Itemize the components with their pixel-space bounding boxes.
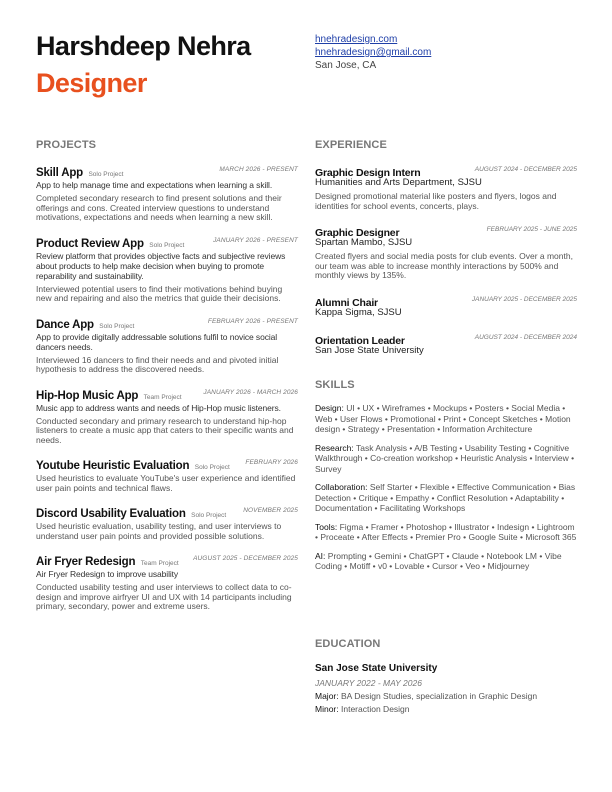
job-org: Spartan Mambo, SJSU <box>315 237 413 248</box>
project-description: Interviewed 16 dancers to find their needs and and pivoted initial hypothesis to address the discovered needs. <box>36 354 279 374</box>
skills-section <box>315 379 577 580</box>
resume-role: Designer <box>36 68 147 98</box>
experience-section <box>315 139 577 357</box>
project-item <box>36 386 298 446</box>
project-title: Product Review App <box>36 237 144 250</box>
project-title: Skill App <box>36 167 83 179</box>
project-subtitle: Air Fryer Redesign to improve usability <box>36 569 179 579</box>
project-item <box>36 234 298 304</box>
minor-value: Interaction Design <box>341 704 410 714</box>
project-description: Interviewed potential users to find their motivations behind buying new and repairing and also the metrics that guide their decisions. <box>36 283 283 303</box>
project-date: FEBRUARY 2026 <box>245 459 298 466</box>
experience-item <box>315 293 577 319</box>
project-tag: Team Project <box>143 393 182 401</box>
project-description: Conducted secondary and primary research to understand hip-hop listeners to create a music app that caters to their specific wants and needs. <box>36 415 294 445</box>
project-date: JANUARY 2026 - MARCH 2026 <box>203 388 298 396</box>
project-description: Conducted usability testing and user interviews to collect data to co-design and improve airfryer UI and UX with 14 participants including primary, secondary, power and extreme users. <box>36 582 292 611</box>
projects-section <box>36 139 298 623</box>
project-tag: Solo Project <box>149 241 185 249</box>
projects-heading: PROJECTS <box>36 139 97 151</box>
skill-group <box>315 522 577 543</box>
project-date: MARCH 2026 - PRESENT <box>219 166 298 173</box>
project-date: FEBRUARY 2026 - PRESENT <box>207 317 298 325</box>
project-tag: Team Project <box>140 560 179 567</box>
skill-label: Research: <box>315 442 354 453</box>
skill-list: Self Starter • Flexible • Effective Communication • Bias Detection • Critique • Empathy • Conflict Resolution • Adaptability • Documentation • Facilitating Workshops <box>315 482 576 513</box>
major-line <box>315 690 577 703</box>
project-tag: Solo Project <box>88 171 124 178</box>
project-subtitle: App to provide digitally addressable solutions fulfil to novice social dancers needs. <box>36 331 278 352</box>
email-link[interactable]: hnehradesign@gmail.com <box>315 47 432 58</box>
experience-item <box>315 223 577 281</box>
skill-group <box>315 482 577 514</box>
job-title: Orientation Leader <box>315 334 405 347</box>
job-date: FEBRUARY 2025 - JUNE 2025 <box>486 226 577 233</box>
school-name: San Jose State University <box>315 663 438 674</box>
project-title: Air Fryer Redesign <box>36 556 136 568</box>
skill-list: Prompting • Gemini • ChatGPT • Claude • Notebook LM • Vibe Coding • Motiff • v0 • Lovable • Cursor • Veo • Midjourney <box>315 550 562 571</box>
education-section <box>315 638 577 716</box>
project-title: Hip-Hop Music App <box>36 389 139 402</box>
project-item <box>36 456 298 493</box>
job-description: Created flyers and social media posts for club events. Over a month, our team was able to increase monthly interactions by 500% and monthly views by 135%. <box>315 251 573 280</box>
job-org: San Jose State University <box>315 344 424 356</box>
project-date: JANUARY 2026 - PRESENT <box>213 236 298 244</box>
project-item <box>36 504 298 541</box>
project-tag: Solo Project <box>99 322 135 330</box>
minor-line <box>315 703 577 716</box>
skill-label: Tools: <box>315 521 338 532</box>
location: San Jose, CA <box>315 60 377 71</box>
skill-group <box>315 551 577 572</box>
skill-list: Task Analysis • A/B Testing • Usability Testing • Cognitive Walkthrough • Co-creation workshop • Heuristic Analysis • Interview • Survey <box>315 442 575 474</box>
contact-block <box>315 33 431 72</box>
project-subtitle: Music app to address wants and needs of Hip-Hop music listeners. <box>36 402 281 413</box>
project-tag: Solo Project <box>194 464 230 471</box>
project-description: Completed secondary research to find present solutions and their offerings and cons. Created interview questions to understand motivations, expectations and needs when learning a new skill. <box>36 193 282 222</box>
experience-item <box>315 331 577 357</box>
job-org: Humanities and Arts Department, SJSU <box>315 177 482 188</box>
job-title: Graphic Designer <box>315 227 400 239</box>
job-title: Alumni Chair <box>315 296 378 309</box>
skill-list: Figma • Framer • Photoshop • Illustrator • Indesign • Lightroom • Proceate • After Effects • Premier Pro • Google Suite • Microsoft 365 <box>315 521 577 542</box>
skill-label: Collaboration: <box>315 482 368 492</box>
project-subtitle: Review platform that provides objective facts and subjective reviews about products to help make decision when buying to promote reparability and sustainability. <box>36 250 286 281</box>
job-date: AUGUST 2024 - DECEMBER 2024 <box>474 333 577 341</box>
project-date: AUGUST 2025 - DECEMBER 2025 <box>193 555 298 562</box>
major-value: BA Design Studies, specialization in Graphic Design <box>341 691 538 701</box>
project-item <box>36 163 298 223</box>
job-description: Designed promotional material like posters and flyers, logos and identities for school events, concerts, plays. <box>315 191 557 211</box>
minor-label: Minor: <box>315 704 339 714</box>
project-title: Dance App <box>36 318 94 331</box>
project-item <box>36 552 298 612</box>
job-org: Kappa Sigma, SJSU <box>315 306 402 318</box>
website-link[interactable]: hnehradesign.com <box>315 34 398 45</box>
project-item <box>36 315 298 375</box>
skill-group <box>315 403 577 435</box>
education-date: JANUARY 2022 - MAY 2026 <box>315 678 422 688</box>
skill-label: Design: <box>315 403 344 413</box>
job-date: JANUARY 2025 - DECEMBER 2025 <box>471 295 577 303</box>
resume-name: Harshdeep Nehra <box>36 31 251 61</box>
project-description: Used heuristic evaluation, usability testing, and user interviews to understand user pain points and provided possible solutions. <box>36 521 282 541</box>
project-tag: Solo Project <box>191 512 227 519</box>
project-title: Youtube Heuristic Evaluation <box>36 460 190 472</box>
project-description: Used heuristics to evaluate YouTube's user experience and identified user pain points and technical flaws. <box>36 473 296 493</box>
project-title: Discord Usability Evaluation <box>36 508 186 520</box>
experience-heading: EXPERIENCE <box>315 139 387 151</box>
skills-heading: SKILLS <box>315 379 355 391</box>
right-column <box>315 139 577 714</box>
experience-item <box>315 163 577 211</box>
education-heading: EDUCATION <box>315 638 381 650</box>
job-title: Graphic Design Intern <box>315 167 421 179</box>
skill-group <box>315 443 577 475</box>
project-subtitle: App to help manage time and expectations when learning a skill. <box>36 180 273 190</box>
project-date: NOVEMBER 2025 <box>243 507 298 514</box>
major-label: Major: <box>315 691 339 701</box>
skill-label: AI: <box>315 550 326 561</box>
skill-list: UI • UX • Wireframes • Mockups • Posters • Social Media • Web • User Flows • Promotional • Print • Concept Sketches • Motion design • Strategy • Presentation • Information Architecture <box>315 403 571 434</box>
job-date: AUGUST 2024 - DECEMBER 2025 <box>474 166 577 173</box>
